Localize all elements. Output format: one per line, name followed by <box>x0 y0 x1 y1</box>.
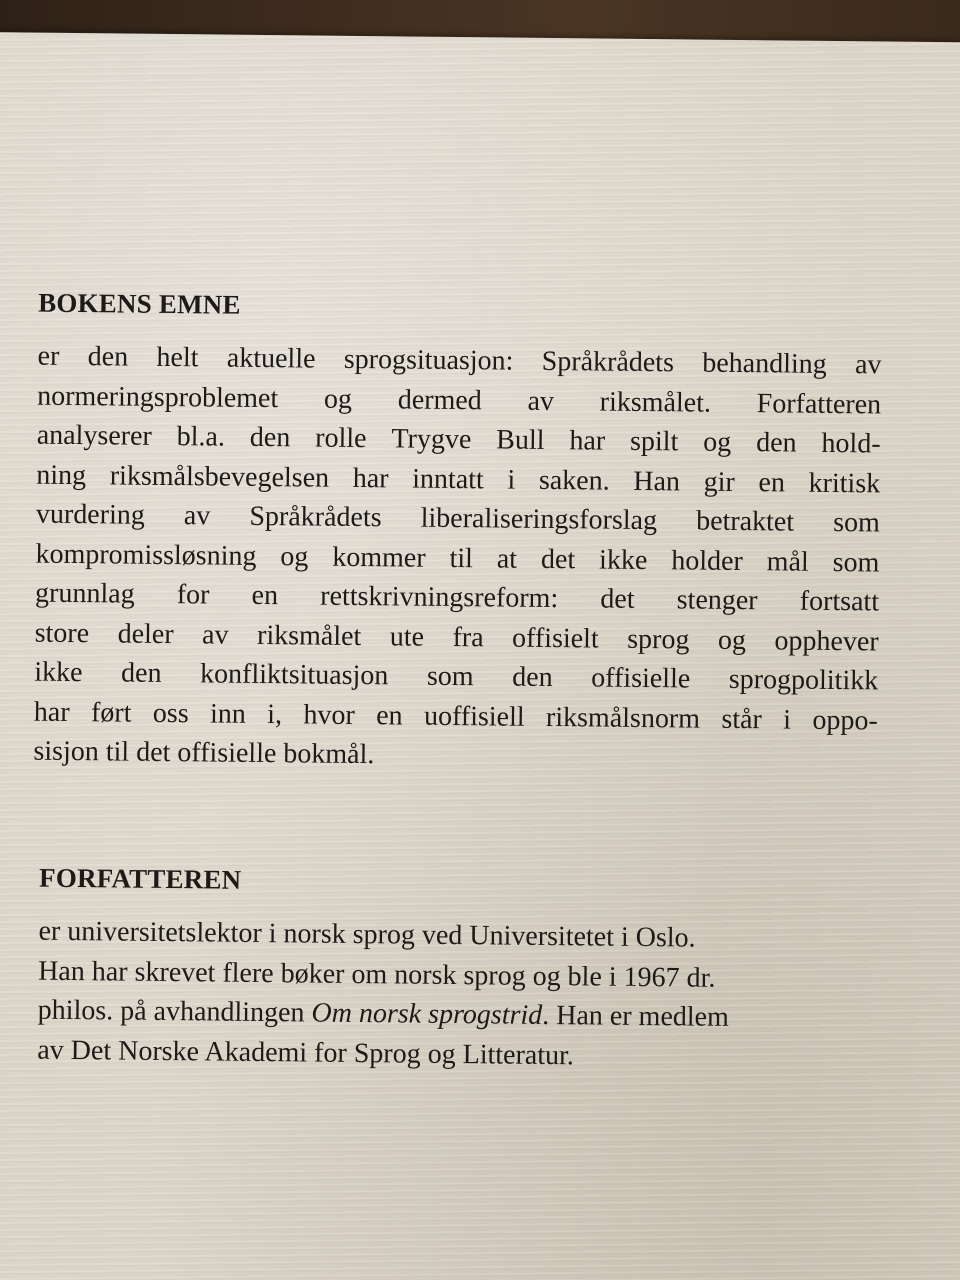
word: fortsatt <box>799 585 880 618</box>
section-author <box>37 863 869 1079</box>
word: offisielle <box>591 662 691 695</box>
word: Språkrådets <box>541 345 675 379</box>
word: som <box>833 506 881 539</box>
word: har <box>352 462 389 494</box>
word: riksmålet. <box>599 386 712 419</box>
word: er <box>37 340 60 372</box>
word: saken. <box>538 464 610 497</box>
word: uoffisiell <box>423 700 525 733</box>
author-line-3-pre: philos. på avhandlingen <box>37 994 312 1029</box>
word: riksmålet <box>256 619 362 652</box>
word: og <box>280 540 309 572</box>
author-line-3-post: . Han er medlem <box>542 999 729 1033</box>
section-heading-forfatteren: FORFATTEREN <box>38 862 242 895</box>
word: den <box>512 661 553 694</box>
word: spilt <box>629 425 679 458</box>
book-page <box>0 32 960 1280</box>
word: av <box>183 500 211 532</box>
word: av <box>201 618 229 651</box>
word: i <box>783 703 792 736</box>
word: den <box>249 421 291 454</box>
section-heading-bokens-emne: BOKENS EMNE <box>38 287 241 320</box>
word: for <box>176 579 210 611</box>
section-body-forfatteren <box>37 912 869 1079</box>
word: inntatt <box>412 463 484 495</box>
word: hold- <box>821 427 881 460</box>
word: den <box>756 427 797 459</box>
word: kritisk <box>808 467 881 499</box>
word: helt <box>156 341 199 374</box>
word: hvor <box>303 698 355 731</box>
word: bl.a. <box>176 421 226 453</box>
word: aktuelle <box>226 342 316 375</box>
word: til <box>449 542 474 574</box>
word: av <box>854 349 882 381</box>
word: en <box>251 579 279 612</box>
word: fra <box>452 621 484 653</box>
word: ikke <box>598 544 648 576</box>
word: har <box>33 696 70 728</box>
section-body-bokens-emne <box>34 337 882 741</box>
word: mål <box>766 545 809 578</box>
word: behandling <box>702 347 827 380</box>
word: Forfatteren <box>756 387 882 420</box>
word: at <box>496 542 518 575</box>
word: riksmålsnorm <box>545 701 701 735</box>
thesis-title: Om norsk sprogstrid <box>311 997 543 1031</box>
word: sprogpolitikk <box>728 663 879 697</box>
word: av <box>527 385 555 417</box>
word: gir <box>703 466 735 498</box>
word: den <box>87 341 129 373</box>
word: kompromissløsning <box>35 538 257 572</box>
word: kommer <box>332 541 426 574</box>
word: en <box>758 466 786 498</box>
word: liberaliseringsforslag <box>420 502 658 537</box>
author-line-4: av Det Norske Akademi for Sprog og Litteratur. <box>37 1034 575 1071</box>
word: det <box>600 583 635 615</box>
section-last-line: sisjon til det offisielle bokmål. <box>33 735 375 771</box>
word: i <box>507 464 516 496</box>
word: har <box>569 425 606 457</box>
word: stenger <box>676 584 758 617</box>
word: ikke <box>34 656 83 689</box>
word: Språkrådets <box>249 500 382 534</box>
word: holder <box>671 544 743 577</box>
word: en <box>376 699 403 731</box>
word: som <box>426 660 474 693</box>
word: normeringsproblemet <box>37 380 279 414</box>
word: analyserer <box>36 419 152 452</box>
word: oss <box>152 697 189 729</box>
word: sprogsituasjon: <box>343 343 514 377</box>
word: rolle <box>315 422 367 455</box>
word: Han <box>633 465 681 497</box>
word: rettskrivningsreform: <box>320 580 559 615</box>
word: og <box>323 383 353 415</box>
word: konfliktsituasjon <box>199 658 389 692</box>
word: ute <box>389 620 425 653</box>
word: ført <box>90 696 132 729</box>
word: og <box>703 426 732 458</box>
word: store <box>34 617 90 649</box>
word: opphever <box>774 624 879 657</box>
word: i, <box>267 698 283 730</box>
word: står <box>721 703 763 735</box>
word: Bull <box>496 424 545 456</box>
section-book-topic <box>33 288 882 780</box>
word: den <box>120 657 162 689</box>
word: vurdering <box>35 498 145 531</box>
word: dermed <box>397 383 482 416</box>
word: sprog <box>627 623 690 655</box>
word: deler <box>117 617 174 650</box>
author-line-2: Han har skrevet flere bøker om norsk sprog og ble i 1967 dr. <box>38 955 716 994</box>
word: riksmålsbevegelsen <box>109 459 330 494</box>
author-line-1: er universitetslektor i norsk sprog ved Universitetet i Oslo. <box>38 915 696 954</box>
word: som <box>832 546 880 578</box>
word: grunnlag <box>34 577 135 610</box>
word: Trygve <box>391 423 472 456</box>
word: inn <box>209 697 247 730</box>
word: det <box>540 543 576 575</box>
word: betraktet <box>695 505 795 538</box>
word: ning <box>36 459 87 491</box>
word: offisielt <box>511 622 599 655</box>
word: og <box>717 624 747 656</box>
word: oppo- <box>812 704 878 736</box>
